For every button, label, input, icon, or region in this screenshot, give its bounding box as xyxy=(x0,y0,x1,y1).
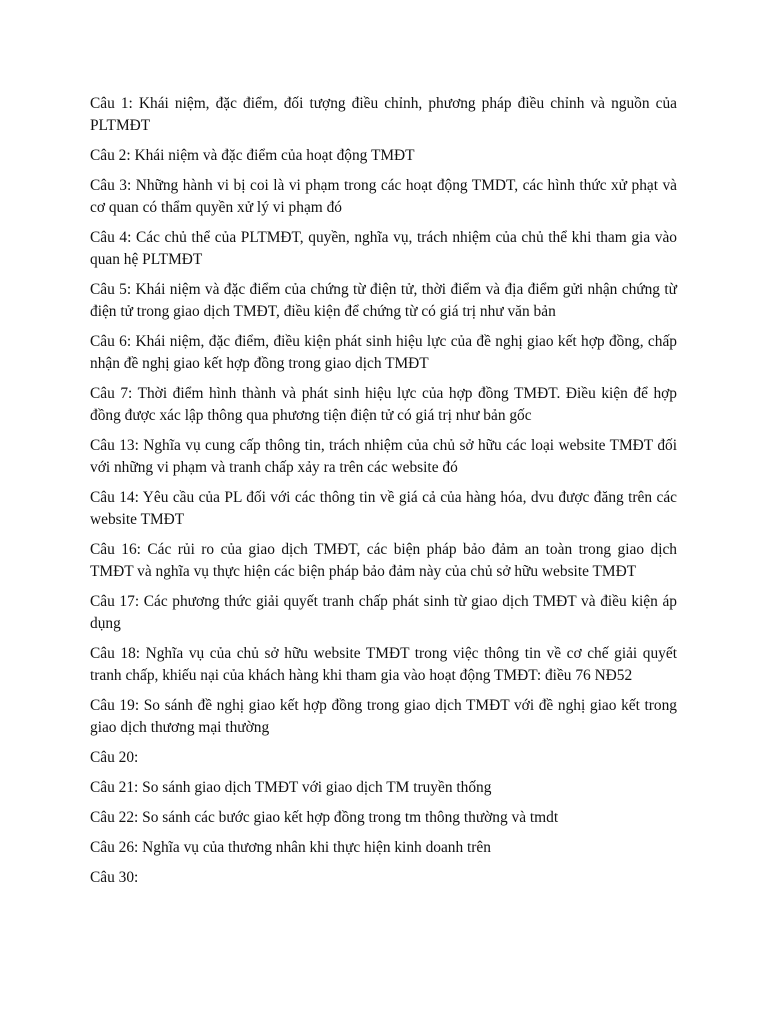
question-item: Câu 6: Khái niệm, đặc điểm, điều kiện phát sinh hiệu lực của đề nghị giao kết hợp đồng, chấp nhận đề nghị giao kết hợp đồng trong giao dịch TMĐT xyxy=(90,333,677,372)
question-item: Câu 14: Yêu cầu của PL đối với các thông tin về giá cả của hàng hóa, dvu được đăng trên các website TMĐT xyxy=(90,489,677,528)
question-item: Câu 20: xyxy=(90,749,139,766)
question-item: Câu 4: Các chủ thể của PLTMĐT, quyền, nghĩa vụ, trách nhiệm của chủ thể khi tham gia vào quan hệ PLTMĐT xyxy=(90,229,677,268)
question-item: Câu 19: So sánh đề nghị giao kết hợp đồng trong giao dịch TMĐT với đề nghị giao kết trong giao dịch thương mại thường xyxy=(90,697,677,736)
question-item: Câu 18: Nghĩa vụ của chủ sở hữu website TMĐT trong việc thông tin về cơ chế giải quyết tranh chấp, khiếu nại của khách hàng khi tham gia vào hoạt động TMĐT: điều 76 NĐ52 xyxy=(90,645,677,684)
question-item: Câu 21: So sánh giao dịch TMĐT với giao dịch TM truyền thống xyxy=(90,779,492,796)
question-item: Câu 13: Nghĩa vụ cung cấp thông tin, trách nhiệm của chủ sở hữu các loại website TMĐT đối với những vi phạm và tranh chấp xảy ra trên các website đó xyxy=(90,437,677,476)
document-body xyxy=(90,93,677,897)
question-item: Câu 2: Khái niệm và đặc điểm của hoạt động TMĐT xyxy=(90,147,415,164)
question-item: Câu 16: Các rủi ro của giao dịch TMĐT, các biện pháp bảo đảm an toàn trong giao dịch TMĐT và nghĩa vụ thực hiện các biện pháp bảo đảm này của chủ sở hữu website TMĐT xyxy=(90,541,677,580)
question-item: Câu 7: Thời điểm hình thành và phát sinh hiệu lực của hợp đồng TMĐT. Điều kiện để hợp đồng được xác lập thông qua phương tiện điện tử có giá trị như bản gốc xyxy=(90,385,677,424)
question-item: Câu 22: So sánh các bước giao kết hợp đồng trong tm thông thường và tmdt xyxy=(90,809,559,826)
question-item: Câu 3: Những hành vi bị coi là vi phạm trong các hoạt động TMDT, các hình thức xử phạt và cơ quan có thẩm quyền xử lý vi phạm đó xyxy=(90,177,677,216)
question-item: Câu 1: Khái niệm, đặc điểm, đối tượng điều chỉnh, phương pháp điều chỉnh và nguồn của PLTMĐT xyxy=(90,95,677,134)
question-item: Câu 30: xyxy=(90,869,139,886)
question-item: Câu 5: Khái niệm và đặc điểm của chứng từ điện tử, thời điểm và địa điểm gửi nhận chứng từ điện tử trong giao dịch TMĐT, điều kiện để chứng từ có giá trị như văn bản xyxy=(90,281,677,320)
question-item: Câu 26: Nghĩa vụ của thương nhân khi thực hiện kinh doanh trên xyxy=(90,839,491,856)
question-item: Câu 17: Các phương thức giải quyết tranh chấp phát sinh từ giao dịch TMĐT và điều kiện áp dụng xyxy=(90,593,677,632)
